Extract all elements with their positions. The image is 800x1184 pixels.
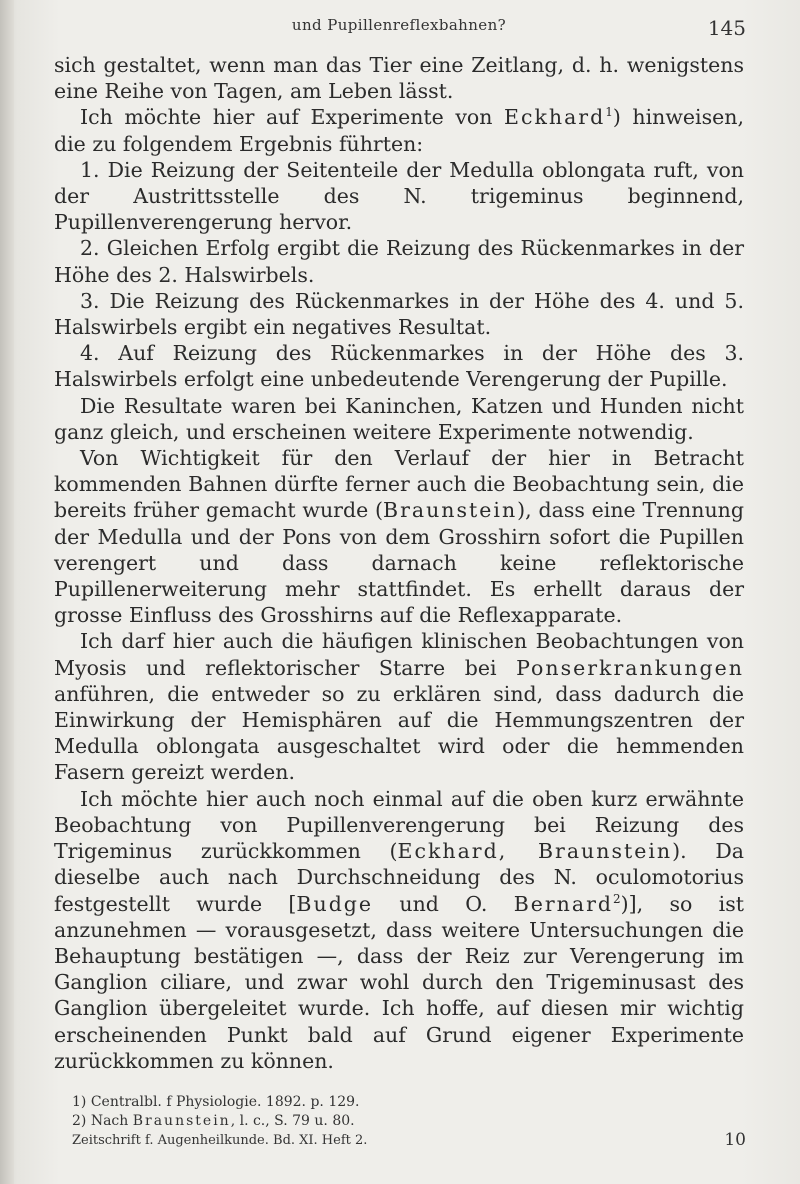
page-number: 145 bbox=[707, 16, 746, 40]
paragraph-text: Die Resultate waren bei Kaninchen, Katzen und Hunden nicht ganz gleich, und erscheinen weitere Experimente notwendig. bbox=[54, 393, 744, 444]
author-name: Braunstein bbox=[132, 1112, 231, 1129]
footnote bbox=[72, 1112, 746, 1131]
paragraph bbox=[54, 104, 744, 156]
paragraph-text: und O. bbox=[373, 891, 514, 916]
footnote-mark: 1) bbox=[72, 1094, 87, 1110]
body-text bbox=[54, 52, 744, 1074]
paragraph-text: Ich möchte hier auf Experimente von bbox=[80, 105, 505, 130]
list-item-text: 2. Gleichen Erfolg ergibt die Reizung des Rückenmarkes in der Höhe des 2. Halswirbels. bbox=[54, 236, 744, 287]
footnote-ref: 1 bbox=[605, 105, 613, 120]
author-name: Budge bbox=[296, 891, 374, 916]
paragraph bbox=[54, 786, 744, 1074]
paragraph bbox=[54, 52, 744, 104]
signature-number: 10 bbox=[724, 1130, 746, 1150]
paragraph bbox=[54, 393, 744, 445]
journal-signature-line: Zeitschrift f. Augenheilkunde. Bd. XI. Heft 2. bbox=[72, 1133, 368, 1148]
paragraph-text: ). Da dieselbe auch nach Durchschneidung des N. oculomotorius festgestellt wurde [ bbox=[54, 839, 744, 916]
author-name: Bernard bbox=[513, 891, 614, 916]
running-title: und Pupillenreflexbahnen? bbox=[291, 16, 507, 34]
paragraph-text: ), dass eine Trennung der Medulla und der Pons von dem Grosshirn sofort die Pupillen verengert und dass darnach keine reflektorische Pupillenerweiterung mehr stattfindet. Es erhellt daraus der grosse Einfluss des Grosshirns auf die Reflexapparate. bbox=[54, 498, 744, 628]
list-item bbox=[54, 288, 744, 340]
list-item-text: 1. Die Reizung der Seitenteile der Medulla oblongata ruft, von der Austrittsstelle des N. trigeminus beginnend, Pupillenverengerung hervor. bbox=[54, 157, 744, 235]
paragraph-text: sich gestaltet, wenn man das Tier eine Zeitlang, d. h. wenigstens eine Reihe von Tagen, am Leben lässt. bbox=[54, 53, 744, 104]
list-item bbox=[54, 340, 744, 392]
paragraph-text: )], so ist anzunehmen — vorausgesetzt, dass weitere Untersuchungen die Behauptung bestätigen —, dass der Reiz zur Verengerung im Ganglion ciliare, und zwar wohl durch den Trigeminusast des Ganglion übergeleitet wurde. Ich hoffe, auf diesen mir wichtig erscheinenden Punkt bald auf Grund eigener Experimente zurückkommen zu können. bbox=[54, 891, 744, 1073]
footnote-text: Nach bbox=[90, 1112, 133, 1129]
page-binding-shadow bbox=[0, 0, 14, 1184]
paragraph-text: Ich darf hier auch die häufigen klinischen Beobachtungen von Myosis und reflektorischer Starre bei bbox=[54, 629, 744, 680]
paragraph bbox=[54, 628, 744, 785]
footnote-text: , l. c., S. 79 u. 80. bbox=[230, 1112, 355, 1129]
paragraph-text: Ich möchte hier auch noch einmal auf die oben kurz erwähnte Beobachtung von Pupillenverengerung bei Reizung des Trigeminus zurückkommen ( bbox=[54, 786, 744, 864]
list-item-text: 4. Auf Reizung des Rückenmarkes in der Höhe des 3. Halswirbels erfolgt eine unbedeutende Verengerung der Pupille. bbox=[54, 341, 744, 392]
footnotes bbox=[72, 1093, 746, 1130]
paragraph-text: Von Wichtigkeit für den Verlauf der hier in Betracht kommenden Bahnen dürfte ferner auch die Beobachtung sein, die bereits früher gemacht wurde ( bbox=[54, 446, 744, 523]
paragraph bbox=[54, 445, 744, 628]
list-item bbox=[54, 157, 744, 236]
footnote bbox=[72, 1093, 746, 1112]
list-item bbox=[54, 235, 744, 287]
list-item-text: 3. Die Reizung des Rückenmarkes in der Höhe des 4. und 5. Halswirbels ergibt ein negatives Resultat. bbox=[54, 288, 744, 340]
page-header bbox=[52, 16, 746, 44]
emphasized-term: Ponserkrankungen bbox=[516, 655, 744, 680]
paragraph-text: anführen, die entweder so zu erklären sind, dass dadurch die Einwirkung der Hemisphären auf die Hemmungszentren der Medulla oblongata ausgeschaltet wird oder die hemmenden Fasern gereizt werden. bbox=[54, 681, 744, 785]
author-name: Braunstein bbox=[383, 498, 518, 523]
footnote-mark: 2) bbox=[72, 1112, 87, 1129]
author-name: Eckhard bbox=[504, 105, 606, 130]
footnote-text: Centralbl. f Physiologie. 1892. p. 129. bbox=[90, 1094, 360, 1110]
author-name: Eckhard, Braunstein bbox=[397, 839, 673, 864]
paragraph-text: ) hinweisen, die zu folgendem Ergebnis führten: bbox=[54, 105, 744, 156]
footnote-ref: 2 bbox=[613, 891, 621, 906]
